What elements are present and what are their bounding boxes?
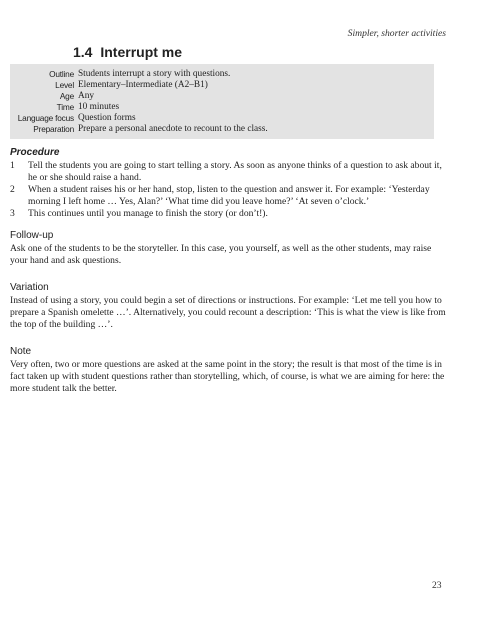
outline-row-language-focus bbox=[10, 113, 434, 124]
step-number: 2 bbox=[10, 184, 15, 195]
level-label: Level bbox=[55, 80, 74, 90]
outline-box bbox=[10, 64, 434, 139]
variation-heading: Variation bbox=[10, 282, 49, 293]
outline-row-preparation bbox=[10, 124, 434, 135]
outline-row-outline bbox=[10, 69, 434, 80]
time-label: Time bbox=[56, 102, 74, 112]
variation-text: Instead of using a story, you could begin a set of directions or instructions. For example: ‘Let me tell you how to prepare a Spanish omelette …’. Alternatively, you could recount a description: ‘This is what the view is like from the top of the building …’. bbox=[10, 295, 446, 330]
follow-up-text: Ask one of the students to be the storyteller. In this case, you yourself, as well as the other students, may raise your hand and ask questions. bbox=[10, 243, 432, 266]
follow-up-heading: Follow-up bbox=[10, 230, 54, 241]
outline-label: Outline bbox=[49, 69, 74, 79]
note-heading: Note bbox=[10, 346, 32, 357]
step-number: 1 bbox=[10, 160, 15, 171]
activity-title bbox=[73, 44, 182, 60]
language-focus-value: Question forms bbox=[78, 113, 136, 123]
outline-row-age bbox=[10, 91, 434, 102]
activity-number: 1.4 bbox=[73, 44, 93, 60]
time-value: 10 minutes bbox=[78, 102, 120, 112]
step-text: This continues until you manage to finish the story (or don’t!). bbox=[28, 208, 268, 219]
age-label: Age bbox=[59, 91, 74, 101]
outline-row-level bbox=[10, 80, 434, 91]
procedure-heading: Procedure bbox=[10, 147, 60, 158]
step-text: When a student raises his or her hand, stop, listen to the question and answer it. For example: ‘Yesterday morning I left home … Yes, Alan?’ ‘What time did you leave home?’ ‘At seven o’clock.’ bbox=[28, 184, 430, 207]
preparation-value: Prepare a personal anecdote to recount to the class. bbox=[78, 124, 268, 134]
page-number: 23 bbox=[432, 580, 442, 591]
level-value: Elementary–Intermediate (A2–B1) bbox=[78, 80, 208, 90]
age-value: Any bbox=[78, 91, 95, 101]
preparation-label: Preparation bbox=[33, 124, 74, 134]
language-focus-label: Language focus bbox=[17, 113, 74, 123]
step-text: Tell the students you are going to start telling a story. As soon as anyone thinks of a question to ask about it, he or she should raise a hand. bbox=[28, 160, 442, 183]
outline-value: Students interrupt a story with questions. bbox=[78, 69, 231, 79]
outline-row-time bbox=[10, 102, 434, 113]
step-number: 3 bbox=[10, 208, 15, 219]
note-text: Very often, two or more questions are asked at the same point in the story; the result is that most of the time is in fact taken up with student questions rather than storytelling, which, of course, is what we are aiming for here: the more student talk the better. bbox=[10, 359, 445, 394]
activity-title-text: Interrupt me bbox=[100, 44, 183, 60]
running-head: Simpler, shorter activities bbox=[347, 28, 446, 39]
